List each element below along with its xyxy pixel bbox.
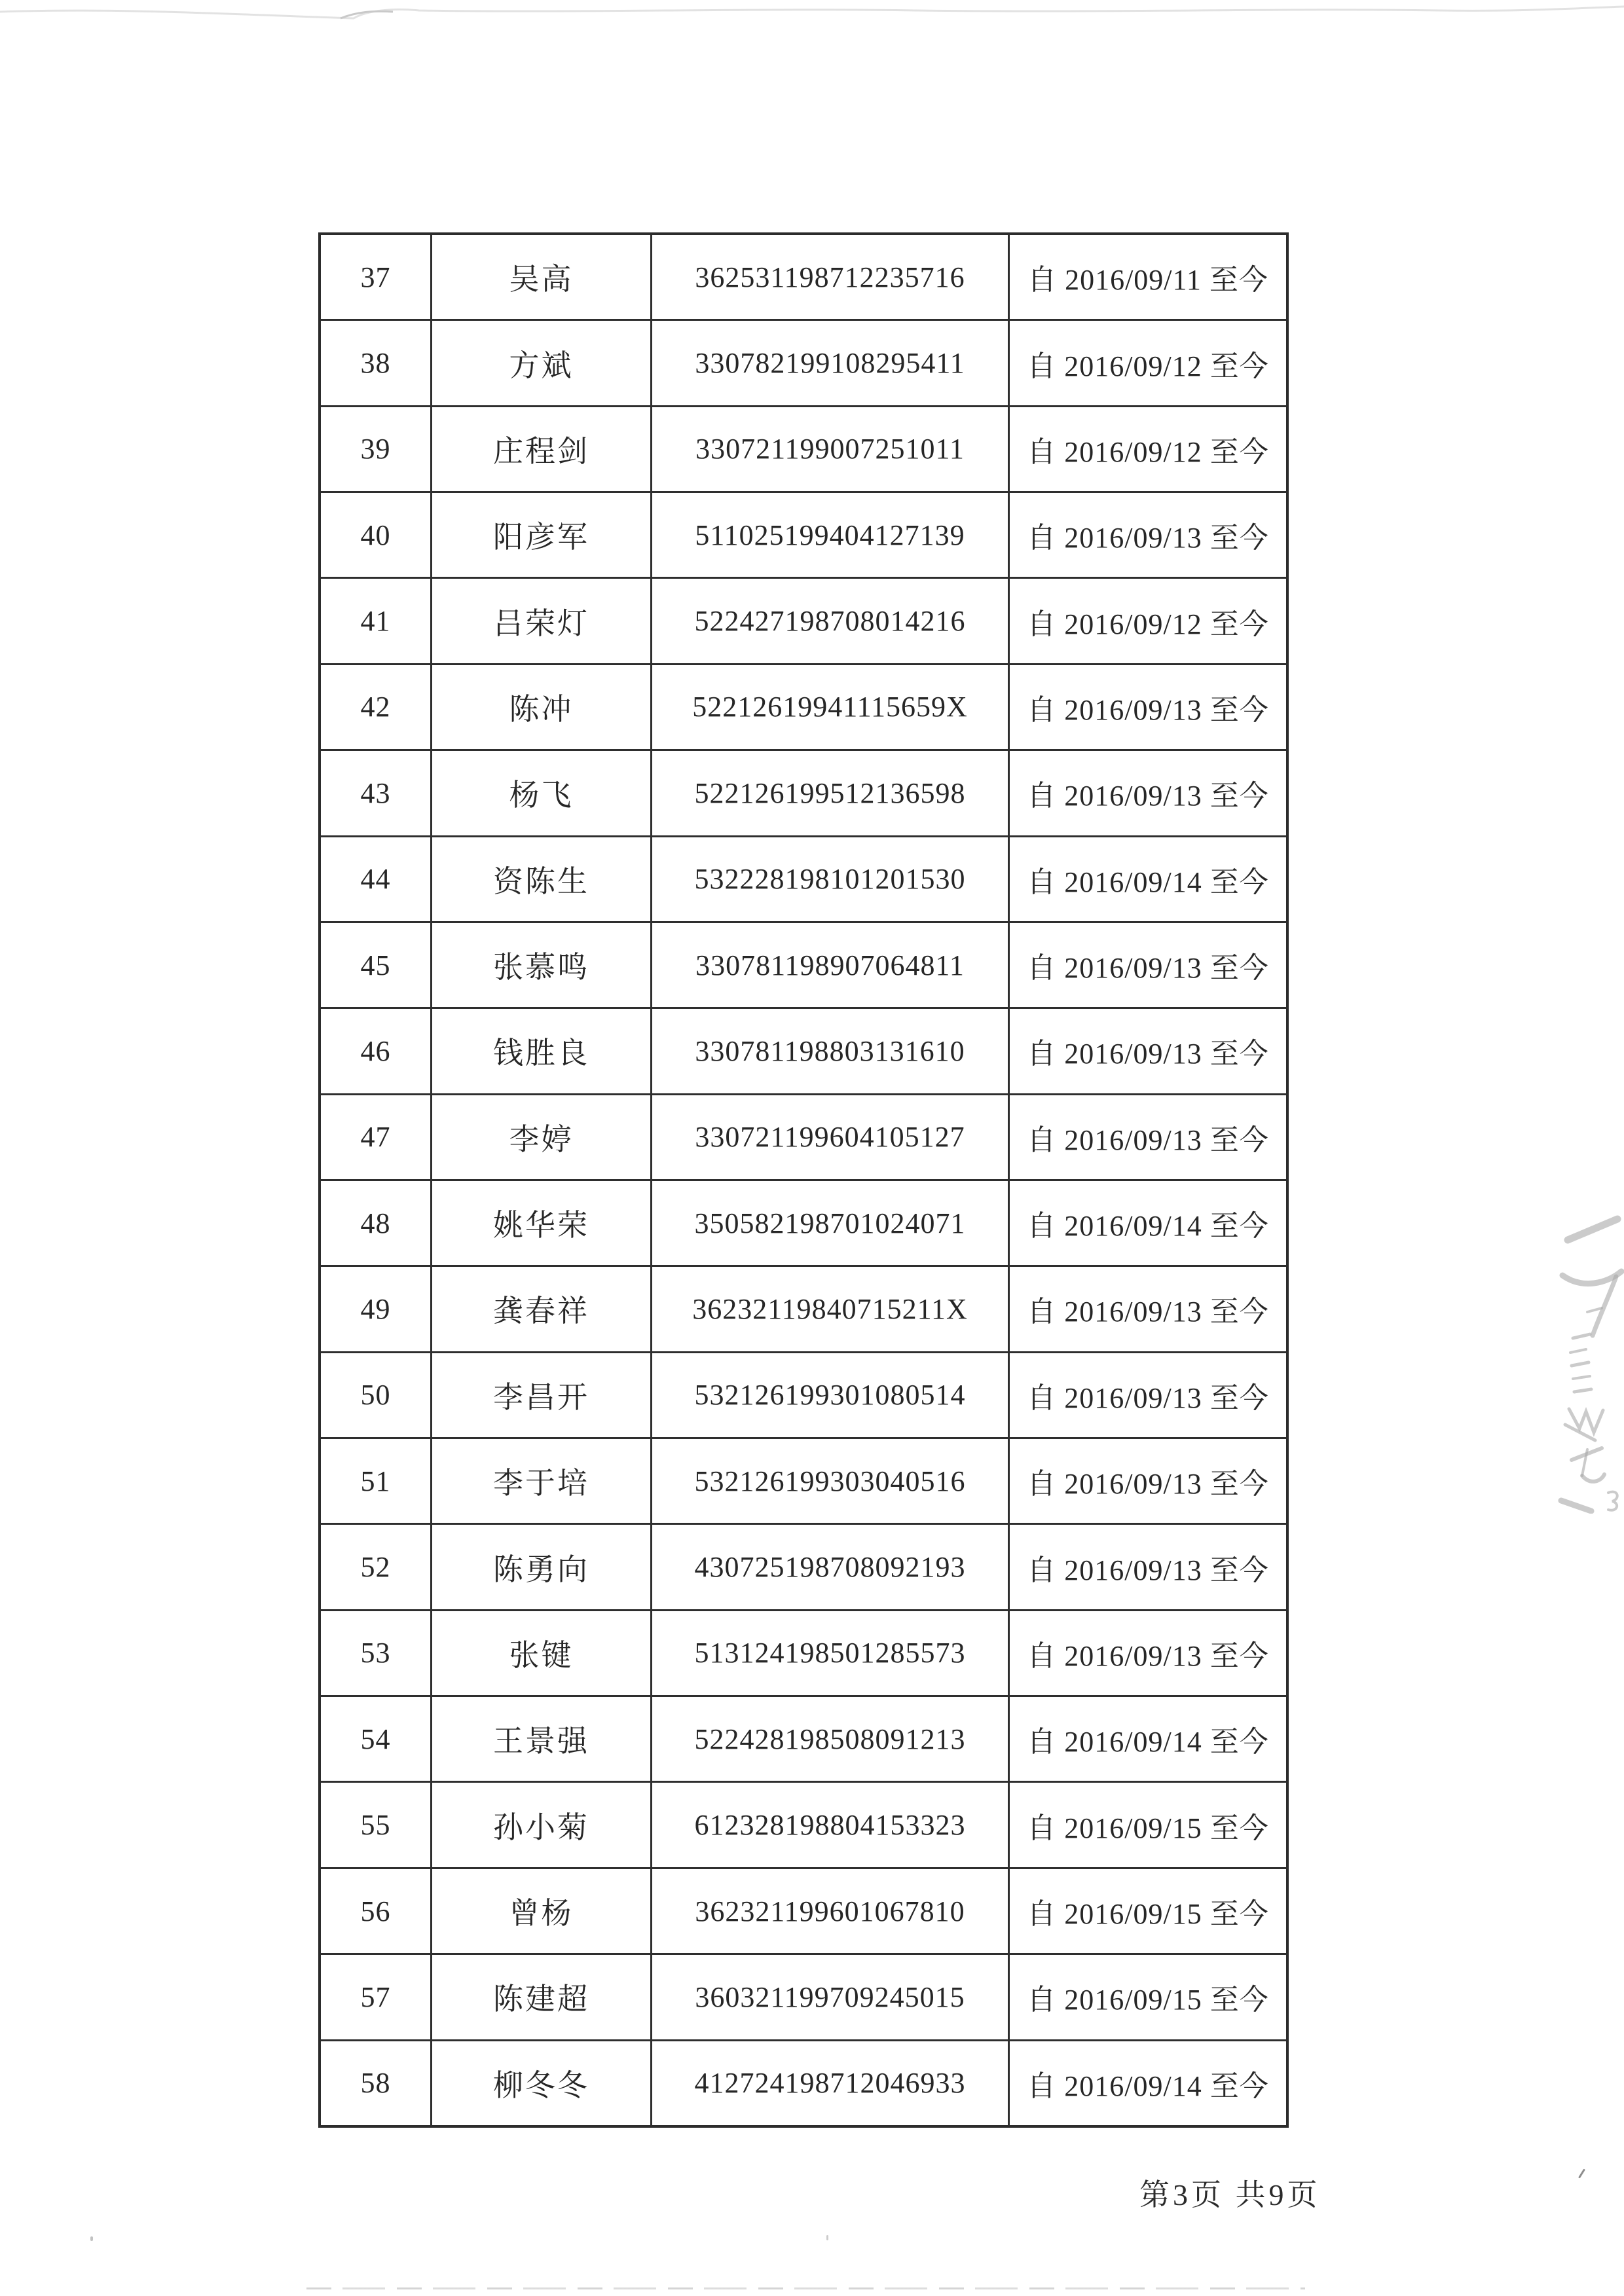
- name-cell: 李婷: [430, 1095, 650, 1179]
- name-cell: 吴高: [430, 235, 650, 319]
- scan-artifact-speck: [826, 2235, 828, 2240]
- row-number-cell: 45: [360, 949, 391, 981]
- table-row: [321, 405, 1286, 491]
- period-cell: 自 2016/09/14 至今: [1008, 2041, 1286, 2125]
- row-number-cell: 57: [360, 1980, 391, 2013]
- period-cell: 自 2016/09/13 至今: [1008, 1009, 1286, 1093]
- name-cell: 方斌: [430, 321, 650, 405]
- table-row: [321, 1093, 1286, 1179]
- name-cell: 龚春祥: [430, 1267, 650, 1351]
- scan-artifact-handwriting-mark: [1553, 1212, 1624, 1514]
- period-cell: 自 2016/09/14 至今: [1008, 1697, 1286, 1781]
- period-cell: 自 2016/09/12 至今: [1008, 321, 1286, 405]
- row-number-cell: 49: [360, 1292, 391, 1325]
- id-number-cell: 36232119840715211X: [650, 1267, 1008, 1351]
- table-row: [321, 749, 1286, 835]
- row-number-cell: 51: [360, 1465, 391, 1497]
- scan-artifact-bottom-line: [306, 2287, 1305, 2289]
- row-number-cell: 48: [360, 1207, 391, 1239]
- table-row: [321, 1265, 1286, 1351]
- name-cell: 阳彦军: [430, 493, 650, 577]
- table-row: [321, 1351, 1286, 1437]
- id-number-cell: 430725198708092193: [650, 1525, 1008, 1609]
- period-cell: 自 2016/09/14 至今: [1008, 1181, 1286, 1265]
- id-number-cell: 522427198708014216: [650, 579, 1008, 663]
- period-cell: 自 2016/09/13 至今: [1008, 923, 1286, 1007]
- period-cell: 自 2016/09/13 至今: [1008, 751, 1286, 835]
- period-cell: 自 2016/09/13 至今: [1008, 665, 1286, 749]
- id-number-cell: 330721199007251011: [650, 407, 1008, 491]
- row-number-cell: 47: [360, 1121, 391, 1154]
- scan-artifact-tick: [1578, 2168, 1585, 2178]
- name-cell: 李昌开: [430, 1353, 650, 1437]
- table-row: [321, 1437, 1286, 1523]
- table-row: [321, 663, 1286, 749]
- period-cell: 自 2016/09/12 至今: [1008, 579, 1286, 663]
- table-row: [321, 835, 1286, 921]
- name-cell: 吕荣灯: [430, 579, 650, 663]
- row-number-cell: 38: [360, 347, 391, 380]
- period-cell: 自 2016/09/15 至今: [1008, 1783, 1286, 1867]
- table-row: [321, 1523, 1286, 1609]
- table-row: [321, 1007, 1286, 1093]
- period-cell: 自 2016/09/13 至今: [1008, 493, 1286, 577]
- table-row: [321, 921, 1286, 1007]
- id-number-cell: 350582198701024071: [650, 1181, 1008, 1265]
- id-number-cell: 330781198907064811: [650, 923, 1008, 1007]
- table-row: [321, 2039, 1286, 2125]
- table-row: [321, 1953, 1286, 2039]
- name-cell: 庄程剑: [430, 407, 650, 491]
- table-row: [321, 235, 1286, 319]
- row-number-cell: 44: [360, 863, 391, 896]
- scan-artifact-top-line: [0, 3, 1624, 22]
- id-number-cell: 330781198803131610: [650, 1009, 1008, 1093]
- row-number-cell: 39: [360, 433, 391, 465]
- row-number-cell: 43: [360, 776, 391, 809]
- id-number-cell: 532228198101201530: [650, 837, 1008, 921]
- id-number-cell: 612328198804153323: [650, 1783, 1008, 1867]
- name-cell: 资陈生: [430, 837, 650, 921]
- row-number-cell: 54: [360, 1722, 391, 1755]
- id-number-cell: 360321199709245015: [650, 1955, 1008, 2039]
- table-row: [321, 1609, 1286, 1695]
- table-row: [321, 1781, 1286, 1867]
- name-cell: 柳冬冬: [430, 2041, 650, 2125]
- scan-artifact-speck: [90, 2236, 93, 2241]
- id-number-cell: 522126199512136598: [650, 751, 1008, 835]
- id-number-cell: 330782199108295411: [650, 321, 1008, 405]
- period-cell: 自 2016/09/14 至今: [1008, 837, 1286, 921]
- table-row: [321, 1695, 1286, 1781]
- name-cell: 陈勇向: [430, 1525, 650, 1609]
- id-number-cell: 532126199303040516: [650, 1439, 1008, 1523]
- row-number-cell: 53: [360, 1637, 391, 1669]
- row-number-cell: 56: [360, 1895, 391, 1927]
- table-row: [321, 1867, 1286, 1953]
- roster-table: [318, 232, 1289, 2128]
- name-cell: 陈冲: [430, 665, 650, 749]
- id-number-cell: 362531198712235716: [650, 235, 1008, 319]
- period-cell: 自 2016/09/12 至今: [1008, 407, 1286, 491]
- row-number-cell: 52: [360, 1551, 391, 1584]
- name-cell: 曾杨: [430, 1869, 650, 1953]
- period-cell: 自 2016/09/15 至今: [1008, 1955, 1286, 2039]
- name-cell: 钱胜良: [430, 1009, 650, 1093]
- row-number-cell: 37: [360, 261, 391, 293]
- row-number-cell: 55: [360, 1809, 391, 1842]
- id-number-cell: 532126199301080514: [650, 1353, 1008, 1437]
- id-number-cell: 362321199601067810: [650, 1869, 1008, 1953]
- name-cell: 张键: [430, 1611, 650, 1695]
- name-cell: 王景强: [430, 1697, 650, 1781]
- name-cell: 姚华荣: [430, 1181, 650, 1265]
- table-row: [321, 577, 1286, 663]
- row-number-cell: 50: [360, 1379, 391, 1412]
- row-number-cell: 40: [360, 519, 391, 551]
- id-number-cell: 522428198508091213: [650, 1697, 1008, 1781]
- period-cell: 自 2016/09/15 至今: [1008, 1869, 1286, 1953]
- id-number-cell: 412724198712046933: [650, 2041, 1008, 2125]
- page-footer: 第3页 共9页: [1139, 2178, 1321, 2212]
- period-cell: 自 2016/09/13 至今: [1008, 1611, 1286, 1695]
- period-cell: 自 2016/09/13 至今: [1008, 1353, 1286, 1437]
- row-number-cell: 58: [360, 2067, 391, 2100]
- table-row: [321, 491, 1286, 577]
- id-number-cell: 511025199404127139: [650, 493, 1008, 577]
- period-cell: 自 2016/09/13 至今: [1008, 1439, 1286, 1523]
- id-number-cell: 330721199604105127: [650, 1095, 1008, 1179]
- period-cell: 自 2016/09/13 至今: [1008, 1095, 1286, 1179]
- period-cell: 自 2016/09/11 至今: [1008, 235, 1286, 319]
- name-cell: 陈建超: [430, 1955, 650, 2039]
- name-cell: 孙小菊: [430, 1783, 650, 1867]
- row-number-cell: 41: [360, 605, 391, 638]
- name-cell: 张慕鸣: [430, 923, 650, 1007]
- table-row: [321, 319, 1286, 405]
- period-cell: 自 2016/09/13 至今: [1008, 1267, 1286, 1351]
- table-row: [321, 1179, 1286, 1265]
- name-cell: 杨飞: [430, 751, 650, 835]
- id-number-cell: 52212619941115659X: [650, 665, 1008, 749]
- row-number-cell: 46: [360, 1034, 391, 1067]
- period-cell: 自 2016/09/13 至今: [1008, 1525, 1286, 1609]
- id-number-cell: 513124198501285573: [650, 1611, 1008, 1695]
- name-cell: 李于培: [430, 1439, 650, 1523]
- row-number-cell: 42: [360, 691, 391, 723]
